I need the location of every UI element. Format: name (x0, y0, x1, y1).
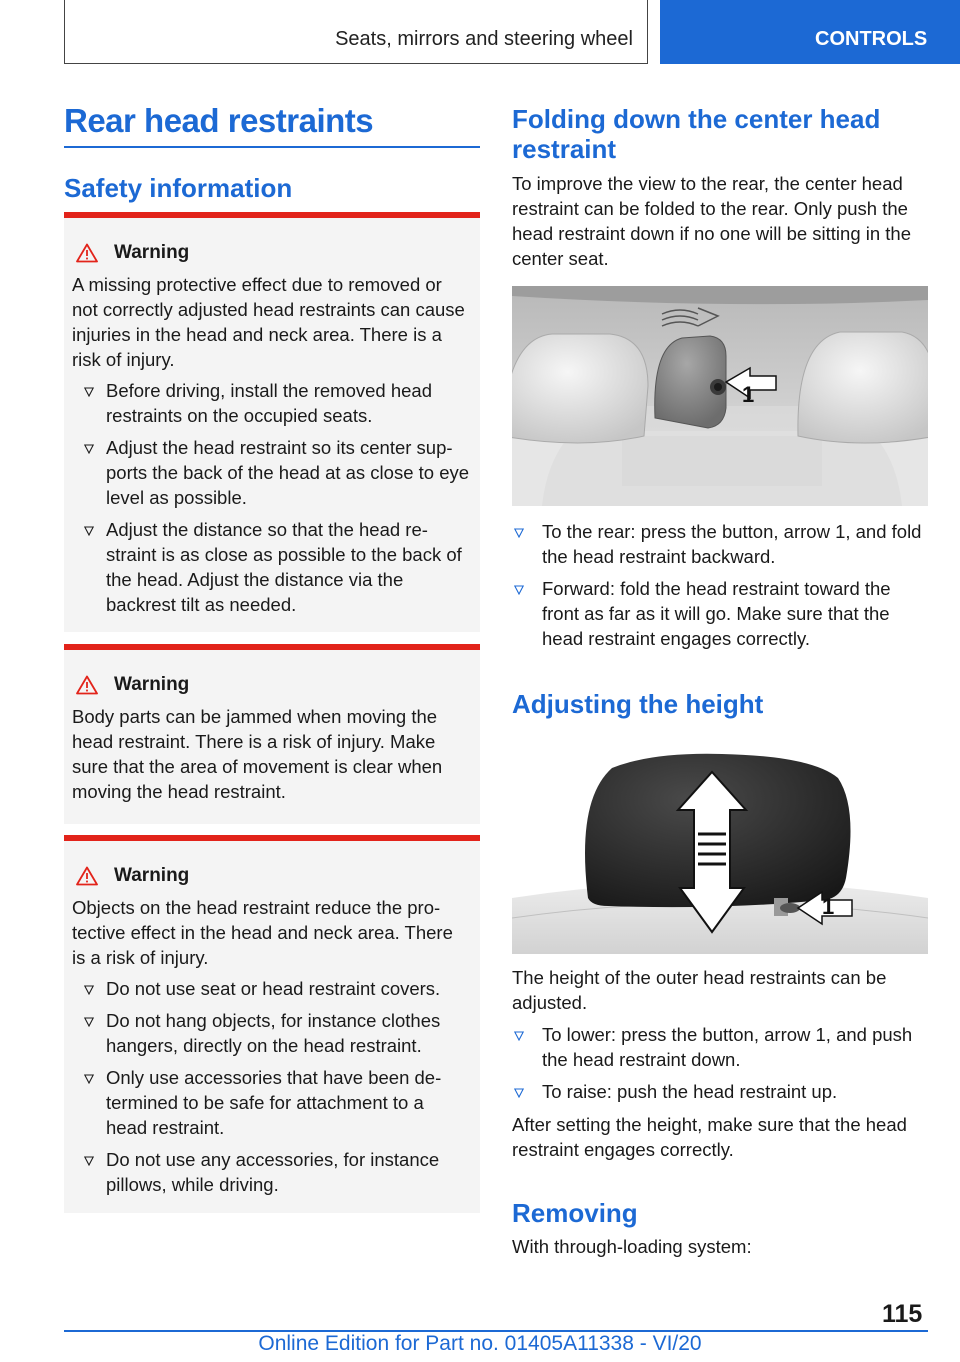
warning-text: Body parts can be jammed when moving the head restraint. There is a risk of injury. Make sure that the area of movement is clear when moving the head restraint. (72, 706, 443, 802)
bullet-triangle-icon (514, 1088, 524, 1098)
title-rule (64, 146, 480, 148)
fold-heading: Folding down the center head restraint (512, 104, 881, 164)
height-after-text: After setting the height, make sure that the head restraint engages correctly. (512, 1114, 907, 1160)
warning-title: Warning (76, 242, 470, 264)
callout-label: 1 (822, 894, 835, 919)
warning-title: Warning (76, 865, 470, 887)
header-section-box (64, 0, 648, 64)
warning-box-1 (64, 212, 480, 632)
list-item: Only use accessories that have been de‐termined to be safe for attachment to a head restraint. (72, 1065, 470, 1140)
warning-text: Objects on the head restraint reduce the pro‐tective effect in the head and neck area. There is a risk of injury. (72, 897, 453, 968)
page-number: 115 (882, 1300, 923, 1328)
bullet-triangle-icon (84, 1017, 94, 1027)
bullet-triangle-icon (514, 1031, 524, 1041)
warning-box-2 (64, 644, 480, 824)
bullet-triangle-icon (514, 528, 524, 538)
chapter-tab[interactable] (660, 0, 960, 64)
removing-heading: Removing (512, 1198, 638, 1228)
section-title: Seats, mirrors and steering wheel (335, 28, 633, 50)
list-item: Forward: fold the head restraint toward the front as far as it will go. Make sure that the head restraint engages correctly. (512, 576, 930, 651)
height-heading: Adjusting the height (512, 689, 764, 719)
warning-text: A missing protective effect due to removed or not correctly adjusted head restraints can cause injuries in the head and neck area. There is a risk of injury. (72, 274, 465, 370)
fold-steps (512, 519, 930, 658)
bullet-triangle-icon (84, 387, 94, 397)
list-item: Do not use seat or head restraint covers. (72, 976, 470, 1001)
list-item: Before driving, install the removed head restraints on the occupied seats. (72, 378, 470, 428)
bullet-triangle-icon (84, 526, 94, 536)
callout-label: 1 (742, 382, 755, 407)
bullet-triangle-icon (84, 444, 94, 454)
height-steps (512, 1022, 930, 1111)
list-item: To raise: push the head restraint up. (512, 1079, 930, 1104)
height-illustration (512, 748, 928, 954)
safety-heading: Safety information (64, 173, 293, 203)
warning-list (72, 976, 470, 1197)
fold-text: To improve the view to the rear, the center head restraint can be folded to the rear. Only push the head restraint down if no one will be sitting in the center seat. (512, 173, 912, 269)
footer-edition: Online Edition for Part no. 01405A11338 - VI/20 (258, 1332, 702, 1355)
height-text: The height of the outer head restraints can be adjusted. (512, 967, 887, 1013)
warning-triangle-icon (76, 675, 98, 695)
warning-list (72, 378, 470, 617)
list-item: Do not hang objects, for instance clothes hangers, directly on the head restraint. (72, 1008, 470, 1058)
bullet-triangle-icon (84, 1156, 94, 1166)
warning-triangle-icon (76, 866, 98, 886)
page-title: Rear head restraints (64, 102, 374, 139)
list-item: Do not use any accessories, for instance pillows, while driving. (72, 1147, 470, 1197)
warning-box-3 (64, 835, 480, 1213)
list-item: Adjust the head restraint so its center sup‐ports the back of the head at as close to eye level as possible. (72, 435, 470, 510)
fold-illustration (512, 286, 928, 506)
removing-text: With through-loading system: (512, 1236, 752, 1257)
list-item: To lower: press the button, arrow 1, and push the head restraint down. (512, 1022, 930, 1072)
bullet-triangle-icon (84, 1074, 94, 1084)
list-item: Adjust the distance so that the head re‐straint is as close as possible to the back of the head. Adjust the distance via the backrest tilt as needed. (72, 517, 470, 617)
warning-triangle-icon (76, 243, 98, 263)
bullet-triangle-icon (84, 985, 94, 995)
bullet-triangle-icon (514, 585, 524, 595)
warning-title: Warning (76, 674, 470, 696)
chapter-label: CONTROLS (815, 28, 928, 50)
list-item: To the rear: press the button, arrow 1, and fold the head restraint backward. (512, 519, 930, 569)
